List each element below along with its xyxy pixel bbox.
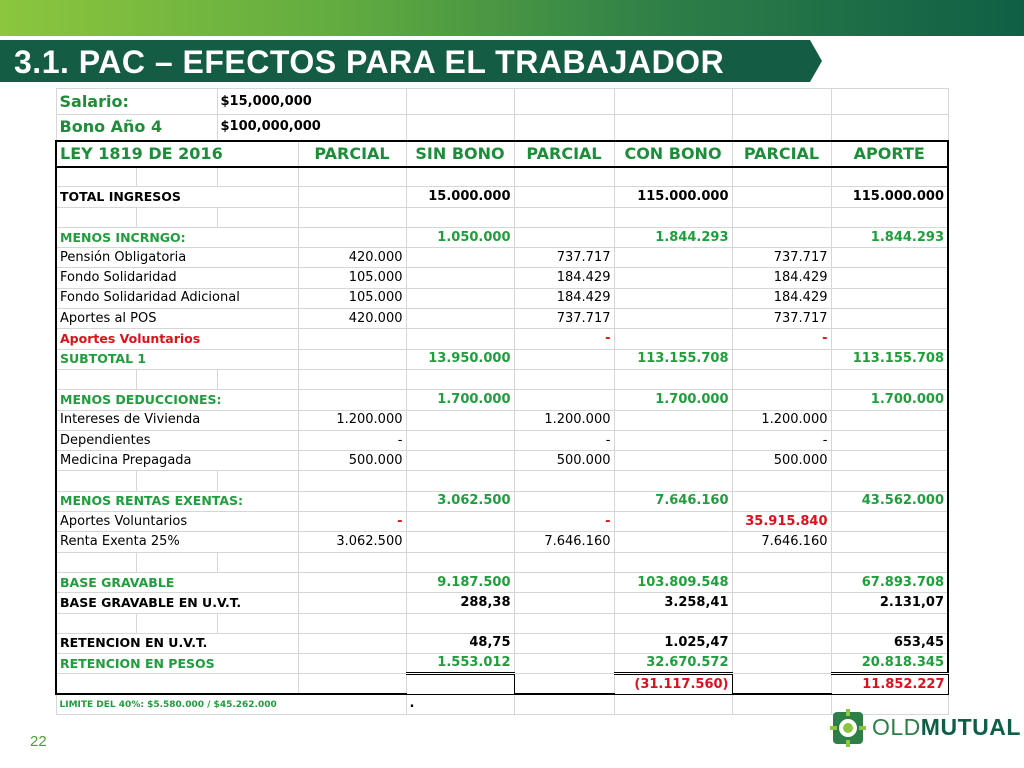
table-row-pension	[56, 248, 948, 268]
table-row	[56, 207, 948, 227]
row-label: Medicina Prepagada	[56, 451, 298, 471]
cell-parcial-1: 1.200.000	[298, 410, 406, 430]
cell-con-bono: 32.670.572	[614, 654, 732, 674]
row-label: MENOS INCRNGO:	[56, 227, 298, 247]
table-row-renta-exenta	[56, 532, 948, 552]
cell-con-bono: 115.000.000	[614, 187, 732, 207]
cell-sin-bono: 3.062.500	[406, 491, 514, 511]
table-row	[56, 167, 948, 187]
cell-parcial-2: -	[514, 329, 614, 349]
row-label: Aportes Voluntarios	[56, 329, 298, 349]
cell-parcial-3: 7.646.160	[732, 532, 831, 552]
table-row	[56, 613, 948, 633]
cell-aporte: 113.155.708	[831, 349, 948, 369]
row-label: Renta Exenta 25%	[56, 532, 298, 552]
cell-aporte: 2.131,07	[831, 593, 948, 613]
table-row-diferencia	[56, 674, 948, 694]
cell-parcial-1: 105.000	[298, 268, 406, 288]
header-ley: LEY 1819 DE 2016	[56, 141, 298, 167]
row-label: MENOS DEDUCCIONES:	[56, 390, 298, 410]
table-row-dependientes	[56, 430, 948, 450]
cell-parcial-2: 737.717	[514, 309, 614, 329]
cell-parcial-3: 1.200.000	[732, 410, 831, 430]
header-aporte: APORTE	[831, 141, 948, 167]
cell-parcial-1: 105.000	[298, 288, 406, 308]
table-row-base-uvt	[56, 593, 948, 613]
cell-parcial-2: 184.429	[514, 268, 614, 288]
salario-value: $15,000,000	[217, 89, 406, 115]
cell-parcial-1: -	[298, 430, 406, 450]
cell-aporte: 653,45	[831, 633, 948, 653]
row-label: Pensión Obligatoria	[56, 248, 298, 268]
cell-con-bono: 1.700.000	[614, 390, 732, 410]
row-label: TOTAL INGRESOS	[56, 187, 298, 207]
table-row-menos-rentas	[56, 491, 948, 511]
cell-aporte: 67.893.708	[831, 572, 948, 592]
table-row-fondo-solidaridad-adicional	[56, 288, 948, 308]
table-row	[56, 369, 948, 389]
cell-parcial-3: 184.429	[732, 288, 831, 308]
row-label: Dependientes	[56, 430, 298, 450]
table-row-menos-incrngo	[56, 227, 948, 247]
table-header-row	[56, 141, 948, 167]
cell-aporte: 1.700.000	[831, 390, 948, 410]
header-sin-bono: SIN BONO	[406, 141, 514, 167]
cell-aporte: 43.562.000	[831, 491, 948, 511]
bono-label: Bono Año 4	[56, 115, 217, 141]
row-label: Fondo Solidaridad	[56, 268, 298, 288]
cell-con-bono: 7.646.160	[614, 491, 732, 511]
table-row-retencion-pesos	[56, 654, 948, 674]
header-parcial-1: PARCIAL	[298, 141, 406, 167]
cell-parcial-2: 1.200.000	[514, 410, 614, 430]
row-label: BASE GRAVABLE EN U.V.T.	[56, 593, 298, 613]
cell-con-bono: 103.809.548	[614, 572, 732, 592]
cell-sin-bono: 1.700.000	[406, 390, 514, 410]
header-parcial-2: PARCIAL	[514, 141, 614, 167]
table-row-medicina	[56, 451, 948, 471]
table-row-intereses	[56, 410, 948, 430]
cell-sin-bono: 13.950.000	[406, 349, 514, 369]
cell-parcial-2: -	[514, 512, 614, 532]
bono-row	[56, 115, 948, 141]
cell-parcial-3: -	[732, 329, 831, 349]
cell-parcial-3: 737.717	[732, 248, 831, 268]
cell-parcial-3: 184.429	[732, 268, 831, 288]
cell-con-bono: 1.844.293	[614, 227, 732, 247]
cell-aporte: 11.852.227	[831, 674, 948, 694]
table-row-aportes-voluntarios-2	[56, 512, 948, 532]
cell-aporte: 1.844.293	[831, 227, 948, 247]
cell-parcial-1: 420.000	[298, 309, 406, 329]
header-parcial-3: PARCIAL	[732, 141, 831, 167]
page-number: 22	[30, 733, 47, 750]
cell-con-bono: 3.258,41	[614, 593, 732, 613]
cell-parcial-2: -	[514, 430, 614, 450]
cell-parcial-2: 7.646.160	[514, 532, 614, 552]
salario-row	[56, 89, 948, 115]
spreadsheet	[55, 88, 949, 715]
salario-label: Salario:	[56, 89, 217, 115]
limite-mark: .	[406, 694, 514, 714]
cell-sin-bono: 288,38	[406, 593, 514, 613]
table-row-menos-deducciones	[56, 390, 948, 410]
old-mutual-logo	[830, 706, 1021, 752]
table-row-total-ingresos	[56, 187, 948, 207]
cell-parcial-3: 737.717	[732, 309, 831, 329]
row-label: RETENCION EN PESOS	[56, 654, 298, 674]
cell-con-bono: 1.025,47	[614, 633, 732, 653]
top-gradient-bar	[0, 0, 1024, 36]
table-row-subtotal-1	[56, 349, 948, 369]
row-label: MENOS RENTAS EXENTAS:	[56, 491, 298, 511]
cell-parcial-2: 184.429	[514, 288, 614, 308]
table-row-aportes-pos	[56, 309, 948, 329]
cell-parcial-3: 35.915.840	[732, 512, 831, 532]
slide-title-banner	[0, 40, 822, 82]
cell-parcial-3: 500.000	[732, 451, 831, 471]
row-label: SUBTOTAL 1	[56, 349, 298, 369]
cell-con-bono: (31.117.560)	[614, 674, 732, 694]
old-mutual-emblem-icon	[830, 708, 866, 748]
row-label: Fondo Solidaridad Adicional	[56, 288, 298, 308]
cell-parcial-3: -	[732, 430, 831, 450]
table-row-base-gravable	[56, 572, 948, 592]
cell-con-bono: 113.155.708	[614, 349, 732, 369]
cell-sin-bono: 15.000.000	[406, 187, 514, 207]
table-row-aportes-voluntarios-1	[56, 329, 948, 349]
bono-value: $100,000,000	[217, 115, 406, 141]
old-mutual-wordmark: OLDMUTUAL	[872, 714, 1021, 740]
table-row-fondo-solidaridad	[56, 268, 948, 288]
cell-sin-bono: 9.187.500	[406, 572, 514, 592]
cell-sin-bono: 48,75	[406, 633, 514, 653]
row-label: BASE GRAVABLE	[56, 572, 298, 592]
cell-aporte: 115.000.000	[831, 187, 948, 207]
table-row-limite	[56, 694, 948, 714]
cell-parcial-1: 420.000	[298, 248, 406, 268]
row-label: Aportes al POS	[56, 309, 298, 329]
slide-title: 3.1. PAC – EFECTOS PARA EL TRABAJADOR	[14, 44, 725, 80]
table-row	[56, 471, 948, 491]
cell-parcial-1: 500.000	[298, 451, 406, 471]
cell-parcial-1: -	[298, 512, 406, 532]
cell-aporte: 20.818.345	[831, 654, 948, 674]
cell-parcial-1: 3.062.500	[298, 532, 406, 552]
cell-parcial-2: 737.717	[514, 248, 614, 268]
row-label: RETENCION EN U.V.T.	[56, 633, 298, 653]
header-con-bono: CON BONO	[614, 141, 732, 167]
table-row-retencion-uvt	[56, 633, 948, 653]
cell-sin-bono: 1.050.000	[406, 227, 514, 247]
row-label: Intereses de Vivienda	[56, 410, 298, 430]
cell-sin-bono: 1.553.012	[406, 654, 514, 674]
cell-parcial-2: 500.000	[514, 451, 614, 471]
row-label: Aportes Voluntarios	[56, 512, 298, 532]
limite-note: LIMITE DEL 40%: $5.580.000 / $45.262.000	[56, 694, 406, 714]
table-row	[56, 552, 948, 572]
pac-table	[55, 88, 949, 715]
